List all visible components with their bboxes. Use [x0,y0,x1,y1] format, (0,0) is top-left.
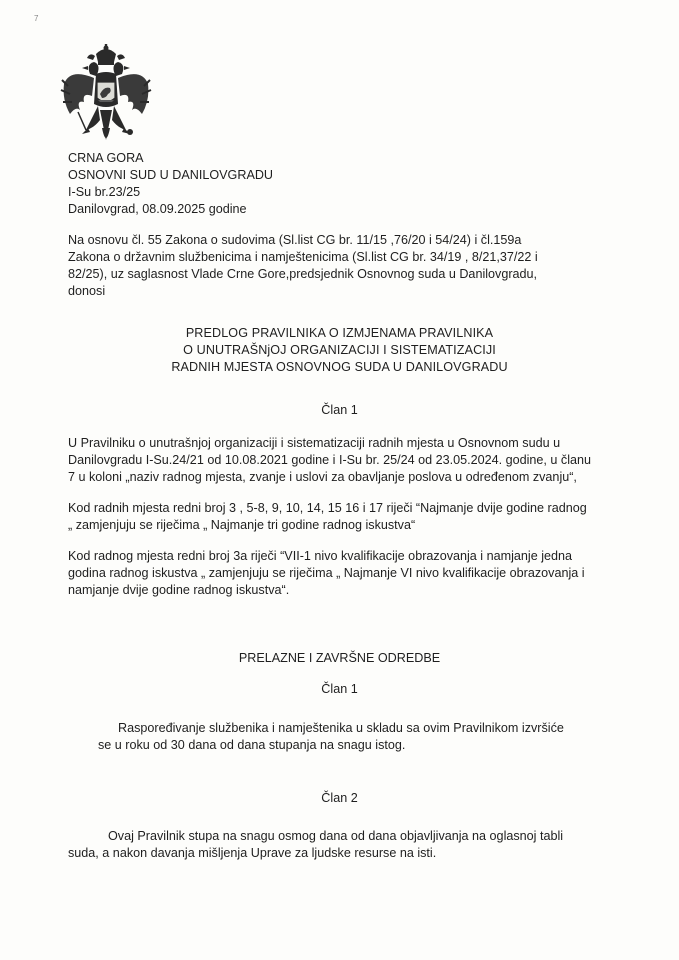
stray-mark: 7 [34,14,39,23]
court-header [68,150,273,218]
paragraph-line: Raspoređivanje službenika i namještenika u skladu sa ovim Pravilnikom izvršiće [118,721,564,735]
place-date: Danilovgrad, 08.09.2025 godine [68,202,247,216]
title-line: RADNIH MJESTA OSNOVNOG SUDA U DANILOVGRADU [171,360,508,374]
paragraph-line: Danilovgradu I-Su.24/21 od 10.08.2021 godine i I-Su br. 25/24 od 23.05.2024. godine, u članu [68,453,592,467]
paragraph-line: namjanje dvije godine radnog iskustva“. [68,583,290,597]
paragraph-line: 7 u koloni „naziv radnog mjesta, zvanje i uslovi za obavljanje poslova u određenom zvanju“, [68,470,577,484]
preamble-line: 82/25), uz saglasnost Vlade Crne Gore,predsjednik Osnovnog suda u Danilovgradu, [68,267,538,281]
case-number: I-Su br.23/25 [68,185,141,199]
final-article-2-text [68,828,564,862]
preamble-line: donosi [68,284,106,298]
final-article-1-heading: Član 1 [321,682,358,696]
paragraph-line: godina radnog iskustva „ zamjenjuju se riječima „ Najmanje VI nivo kvalifikacije obrazovanja i [68,566,585,580]
document-title [0,325,679,376]
paragraph-line: Kod radnog mjesta redni broj 3a riječi “VII-1 nivo kvalifikacije obrazovanja i namjanje jedna [68,549,573,563]
article-1-paragraph-2 [68,500,587,534]
final-article-2-heading: Član 2 [321,791,358,805]
coat-of-arms-icon [60,44,152,152]
final-provisions-heading: PRELAZNE I ZAVRŠNE ODREDBE [238,651,441,665]
preamble [68,232,538,300]
preamble-line: Zakona o državnim službenicima i namještenicima (Sl.list CG br. 34/19 , 8/21,37/22 i [68,250,538,264]
paragraph-line: se u roku od 30 dana od dana stupanja na snagu istog. [98,738,406,752]
title-line: PREDLOG PRAVILNIKA O IZMJENAMA PRAVILNIKA [185,326,494,340]
court-name: OSNOVNI SUD U DANILOVGRADU [68,168,274,182]
country-name: CRNA GORA [68,151,144,165]
paragraph-line: „ zamjenjuju se riječima „ Najmanje tri godine radnog iskustva“ [68,518,416,532]
article-1-paragraph-1 [68,435,591,486]
paragraph-line: Ovaj Pravilnik stupa na snagu osmog dana od dana objavljivanja na oglasnoj tabli [108,829,564,843]
title-line: O UNUTRAŠNjOJ ORGANIZACIJI I SISTEMATIZACIJI [183,343,496,357]
paragraph-line: U Pravilniku o unutrašnjoj organizaciji i sistematizaciji radnih mjesta u Osnovnom sudu u [68,436,561,450]
preamble-line: Na osnovu čl. 55 Zakona o sudovima (Sl.list CG br. 11/15 ,76/20 i 54/24) i čl.159a [68,233,522,247]
final-article-1-text [98,720,564,754]
article-1-heading: Član 1 [321,403,358,417]
article-1-paragraph-3 [68,548,585,599]
paragraph-line: suda, a nakon davanja mišljenja Uprave za ljudske resurse na isti. [68,846,437,860]
paragraph-line: Kod radnih mjesta redni broj 3 , 5-8, 9, 10, 14, 15 16 i 17 riječi “Najmanje dvije godine radnog [68,501,587,515]
